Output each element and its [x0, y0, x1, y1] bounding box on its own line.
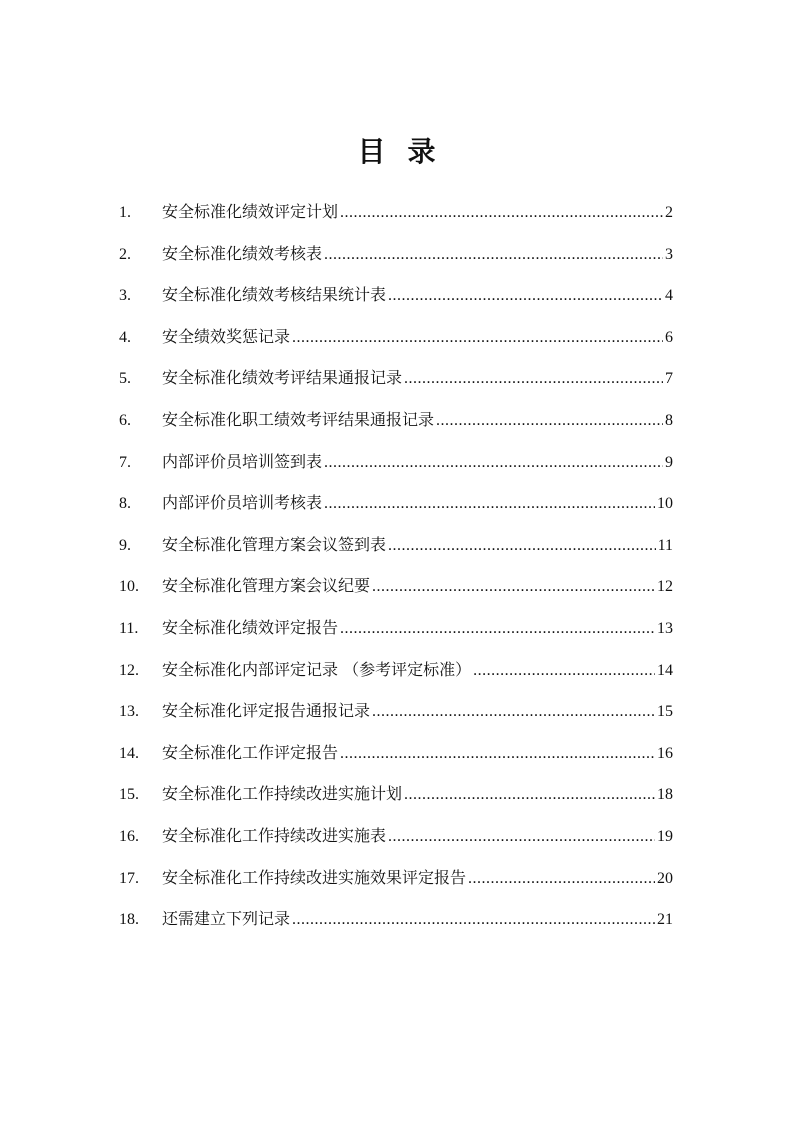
- toc-title: 目录: [357, 135, 458, 168]
- toc-entry-label: 安全标准化绩效考评结果通报记录: [162, 368, 403, 388]
- toc-entry[interactable]: [119, 242, 673, 284]
- toc-entry-page: 19: [657, 827, 673, 845]
- dot-leader: [292, 908, 655, 932]
- toc-entry-number: 8.: [119, 495, 131, 513]
- toc-entry[interactable]: [119, 782, 673, 824]
- toc-entry-page: 9: [665, 453, 673, 471]
- toc-entry[interactable]: [119, 200, 673, 242]
- toc-entry-label: 安全标准化绩效考核表: [162, 243, 323, 263]
- toc-entry-page: 16: [657, 744, 673, 762]
- toc-entry-number: 13.: [119, 703, 139, 721]
- toc-entry-number: 9.: [119, 536, 131, 554]
- toc-entry[interactable]: [119, 866, 673, 908]
- dot-leader: [372, 700, 655, 724]
- table-of-contents: [119, 200, 673, 949]
- toc-entry-number: 4.: [119, 328, 131, 346]
- dot-leader: [340, 742, 655, 766]
- toc-entry-label: 安全标准化绩效评定报告: [162, 617, 339, 637]
- toc-entry-page: 10: [657, 495, 673, 513]
- toc-entry-number: 15.: [119, 786, 139, 804]
- toc-entry-page: 3: [665, 245, 673, 263]
- toc-entry[interactable]: [119, 366, 673, 408]
- toc-entry-number: 1.: [119, 204, 131, 221]
- dot-leader: [468, 867, 655, 891]
- toc-entry-page: 14: [657, 661, 673, 679]
- toc-entry-page: 21: [657, 911, 673, 929]
- toc-entry-page: 11: [657, 536, 673, 554]
- toc-entry[interactable]: [119, 533, 673, 575]
- toc-entry-label: 内部评价员培训签到表: [162, 451, 323, 471]
- toc-entry[interactable]: [119, 283, 673, 325]
- toc-entry-label: 安全标准化绩效评定计划: [162, 202, 339, 221]
- toc-entry-page: 18: [657, 786, 673, 804]
- toc-entry[interactable]: [119, 824, 673, 866]
- toc-entry[interactable]: [119, 699, 673, 741]
- toc-entry-label: 安全绩效奖惩记录: [162, 326, 291, 346]
- toc-entry-number: 14.: [119, 744, 139, 762]
- toc-entry-number: 11.: [119, 619, 139, 637]
- dot-leader: [404, 783, 655, 807]
- toc-entry[interactable]: [119, 741, 673, 783]
- toc-entry-page: 15: [657, 703, 673, 721]
- dot-leader: [404, 367, 663, 391]
- toc-entry-number: 7.: [119, 453, 131, 471]
- toc-entry-page: 4: [665, 287, 673, 305]
- toc-entry-number: 12.: [119, 661, 139, 679]
- toc-entry-label: 安全标准化职工绩效考评结果通报记录: [162, 409, 435, 429]
- toc-entry-page: 6: [665, 328, 673, 346]
- toc-entry-number: 10.: [119, 578, 139, 596]
- dot-leader: [324, 243, 663, 267]
- toc-entry-number: 5.: [119, 370, 131, 388]
- toc-entry[interactable]: [119, 450, 673, 492]
- toc-entry-page: 8: [665, 411, 673, 429]
- toc-entry-page: 13: [657, 619, 673, 637]
- dot-leader: [324, 451, 663, 475]
- toc-entry[interactable]: [119, 491, 673, 533]
- toc-entry-number: 6.: [119, 411, 131, 429]
- dot-leader: [292, 326, 663, 350]
- dot-leader: [388, 825, 655, 849]
- toc-entry[interactable]: [119, 907, 673, 949]
- toc-entry-number: 2.: [119, 245, 131, 263]
- dot-leader: [388, 534, 656, 558]
- toc-entry-page: 7: [665, 370, 673, 388]
- toc-entry[interactable]: [119, 658, 673, 700]
- toc-entry-label: 内部评价员培训考核表: [162, 493, 323, 513]
- toc-entry-number: 17.: [119, 869, 139, 887]
- toc-entry-page: 2: [665, 204, 673, 221]
- dot-leader: [340, 617, 655, 641]
- toc-entry[interactable]: [119, 574, 673, 616]
- toc-entry-label: 安全标准化绩效考核结果统计表: [162, 285, 387, 305]
- toc-entry[interactable]: [119, 616, 673, 658]
- toc-entry-number: 18.: [119, 911, 139, 929]
- toc-entry-label: 安全标准化工作评定报告: [162, 742, 339, 762]
- toc-entry-page: 12: [657, 578, 673, 596]
- dot-leader: [388, 284, 663, 308]
- dot-leader: [372, 575, 655, 599]
- dot-leader: [473, 659, 655, 683]
- dot-leader: [324, 492, 655, 516]
- toc-entry-number: 3.: [119, 287, 131, 305]
- toc-entry-label: 安全标准化工作持续改进实施表: [162, 825, 387, 845]
- toc-entry-label: 安全标准化管理方案会议纪要: [162, 576, 371, 596]
- dot-leader: [340, 201, 663, 225]
- toc-entry-label: 安全标准化管理方案会议签到表: [162, 534, 387, 554]
- toc-entry[interactable]: [119, 408, 673, 450]
- toc-entry-label: 安全标准化评定报告通报记录: [162, 701, 371, 721]
- toc-entry-number: 16.: [119, 827, 139, 845]
- toc-entry-page: 20: [657, 869, 673, 887]
- dot-leader: [436, 409, 663, 433]
- toc-entry-label: 安全标准化工作持续改进实施计划: [162, 784, 403, 804]
- toc-entry[interactable]: [119, 325, 673, 367]
- toc-entry-label: 还需建立下列记录: [162, 909, 291, 929]
- toc-entry-label: 安全标准化工作持续改进实施效果评定报告: [162, 867, 467, 887]
- toc-entry-label: 安全标准化内部评定记录 （参考评定标准）: [162, 659, 472, 679]
